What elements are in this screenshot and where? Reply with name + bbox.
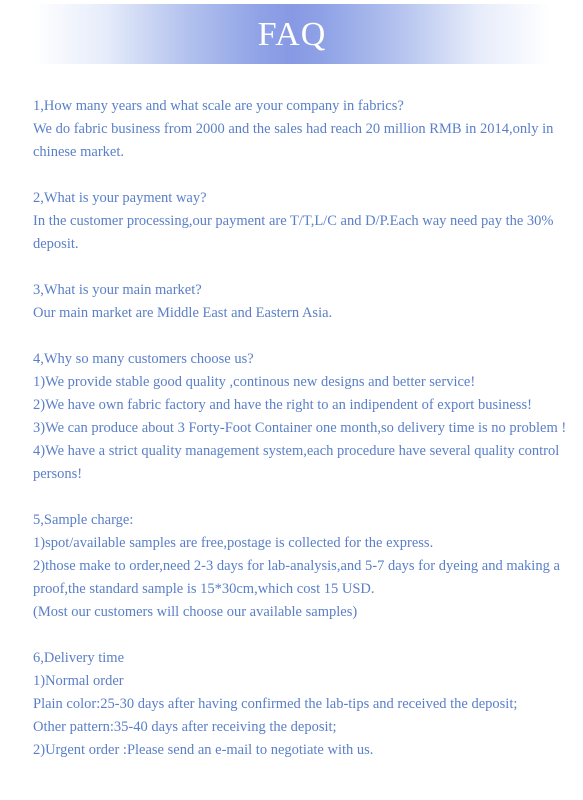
faq-answer-line: 4)We have a strict quality management system,each procedure have several quality control persons! xyxy=(33,443,560,482)
faq-item xyxy=(33,348,578,486)
faq-item xyxy=(33,647,578,762)
faq-item xyxy=(33,279,578,325)
faq-answer-line: 2)Urgent order :Please send an e-mail to negotiate with us. xyxy=(33,742,374,758)
faq-question: 3,What is your main market? xyxy=(33,282,202,298)
faq-answer-line: 2)those make to order,need 2-3 days for lab-analysis,and 5-7 days for dyeing and making a proof,the standard sample is 15*30cm,which cost 15 USD. xyxy=(33,558,560,597)
page-title: FAQ xyxy=(257,16,327,53)
faq-item xyxy=(33,95,578,164)
faq-answer-line: 1)spot/available samples are free,postage is collected for the express. xyxy=(33,535,434,551)
faq-item xyxy=(33,509,578,624)
faq-question: 5,Sample charge: xyxy=(33,512,134,528)
faq-banner xyxy=(33,4,551,64)
faq-answer-line: 1)We provide stable good quality ,continous new designs and better service! xyxy=(33,374,476,390)
faq-answer-line: 2)We have own fabric factory and have the right to an indipendent of export business! xyxy=(33,397,532,413)
faq-content xyxy=(33,95,578,785)
faq-question: 4,Why so many customers choose us? xyxy=(33,351,254,367)
faq-answer-line: 1)Normal order xyxy=(33,673,124,689)
faq-question: 6,Delivery time xyxy=(33,650,125,666)
faq-answer-line: Other pattern:35-40 days after receiving the deposit; xyxy=(33,719,337,735)
faq-answer-line: 3)We can produce about 3 Forty-Foot Container one month,so delivery time is no problem ! xyxy=(33,420,567,436)
faq-answer-line: (Most our customers will choose our available samples) xyxy=(33,604,358,620)
faq-question: 1,How many years and what scale are your company in fabrics? xyxy=(33,98,404,114)
faq-answer-line: Plain color:25-30 days after having confirmed the lab-tips and received the deposit; xyxy=(33,696,518,712)
faq-answer-line: Our main market are Middle East and Eastern Asia. xyxy=(33,305,333,321)
faq-answer-line: In the customer processing,our payment are T/T,L/C and D/P.Each way need pay the 30% deposit. xyxy=(33,213,554,252)
faq-item xyxy=(33,187,578,256)
faq-answer-line: We do fabric business from 2000 and the sales had reach 20 million RMB in 2014,only in chinese market. xyxy=(33,121,554,160)
faq-question: 2,What is your payment way? xyxy=(33,190,207,206)
